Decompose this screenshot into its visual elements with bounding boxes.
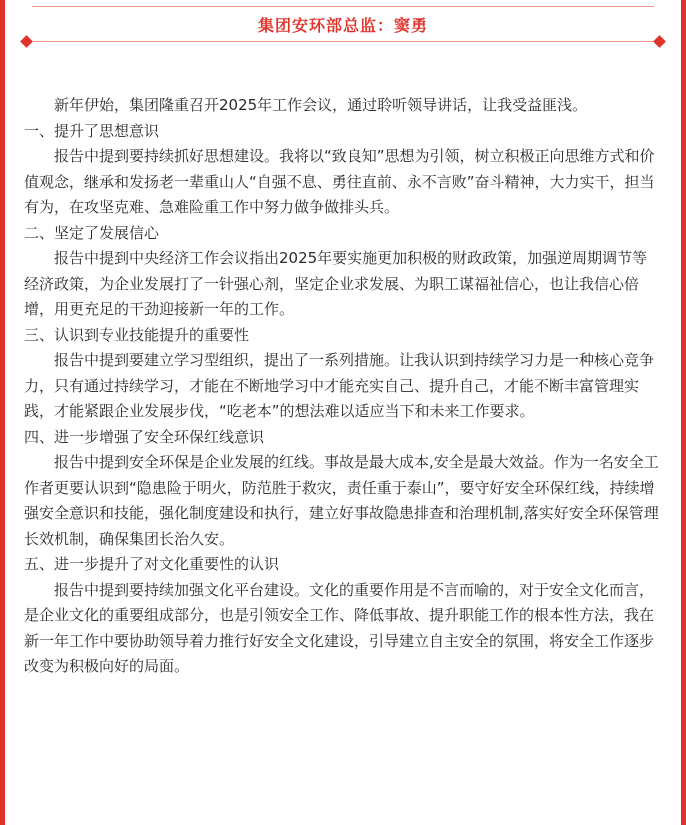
section-paragraph: 报告中提到要建立学习型组织，提出了一系列措施。让我认识到持续学习力是一种核心竞争力，只有通过持续学习，才能在不断地学习中才能充实自己、提升自己，才能不断丰富管理实践，才能紧跟企业发展步伐，“吃老本”的想法难以适应当下和未来工作要求。 [24, 351, 655, 420]
section-heading: 三、认识到专业技能提升的重要性 [24, 325, 250, 344]
title-bottom-rule [32, 41, 654, 42]
intro-paragraph: 新年伊始，集团隆重召开2025年工作会议，通过聆听领导讲话，让我受益匪浅。 [54, 96, 588, 114]
section-heading: 二、坚定了发展信心 [24, 223, 160, 242]
section-paragraph: 报告中提到要持续加强文化平台建设。文化的重要作用是不言而喻的，对于安全文化而言，是企业文化的重要组成部分，也是引领安全工作、降低事故、提升职能工作的根本性方法，我在新一年工作中要协助领导着力推行好安全文化建设，引导建立自主安全的氛围，将安全工作逐步改变为积极向好的局面。 [24, 580, 655, 675]
section-heading: 五、进一步提升了对文化重要性的认识 [24, 555, 280, 573]
title-banner [20, 4, 666, 44]
diamond-ornament-left [20, 35, 33, 48]
article-body [24, 93, 662, 680]
title-top-rule [32, 6, 654, 7]
section-paragraph: 报告中提到中央经济工作会议指出2025年要实施更加积极的财政政策，加强逆周期调节等经济政策，为企业发展打了一针强心剂，坚定企业求发展、为职工谋福祉信心，也让我信心倍增，用更充足的干劲迎接新一年的工作。 [24, 249, 648, 318]
right-border [681, 0, 686, 825]
diamond-ornament-right [653, 35, 666, 48]
section-paragraph: 报告中提到要持续抓好思想建设。我将以“致良知”思想为引领，树立积极正向思维方式和价值观念，继承和发扬老一辈重山人“自强不息、勇往直前、永不言败”奋斗精神，大力实干，担当有为，在攻坚克难、急难险重工作中努力做争做排头兵。 [24, 147, 655, 216]
section-paragraph: 报告中提到安全环保是企业发展的红线。事故是最大成本,安全是最大效益。作为一名安全工作者更要认识到“隐患险于明火，防范胜于救灾，责任重于泰山”，要守好安全环保红线，持续增强安全意识和技能，强化制度建设和执行，建立好事故隐患排查和治理机制,落实好安全环保管理长效机制，确保集团长治久安。 [24, 453, 659, 548]
section-heading: 四、进一步增强了安全环保红线意识 [24, 427, 265, 446]
page-title: 集团安环部总监：窦勇 [257, 15, 428, 35]
left-border [0, 0, 5, 825]
section-heading: 一、提升了思想意识 [24, 121, 160, 140]
